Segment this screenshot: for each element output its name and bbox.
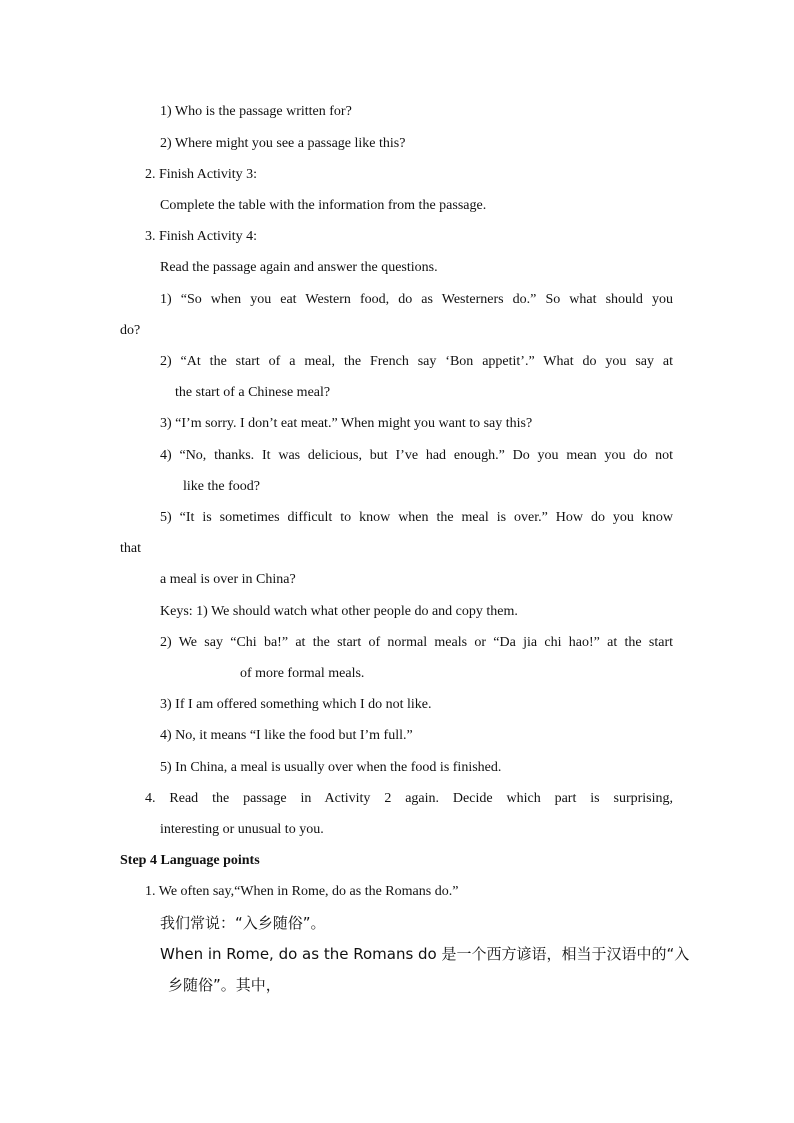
language-point-1: 1. We often say,“When in Rome, do as the Romans do.” xyxy=(145,884,459,899)
answer-key-4: 4) No, it means “I like the food but I’m full.” xyxy=(160,728,413,743)
question-5-wrap: that xyxy=(120,541,141,556)
question-1-western-food: 1) “So when you eat Western food, do as Westerners do.” So what should you xyxy=(160,292,673,307)
question-4-no-thanks: 4) “No, thanks. It was delicious, but I’ve had enough.” Do you mean you do not xyxy=(160,448,673,463)
question-1-wrap: do? xyxy=(120,323,141,338)
question-2-bon-appetit: 2) “At the start of a meal, the French say ‘Bon appetit’.” What do you say at xyxy=(160,354,673,369)
question-3-no-meat: 3) “I’m sorry. I don’t eat meat.” When might you want to say this? xyxy=(160,416,533,431)
answer-key-3: 3) If I am offered something which I do not like. xyxy=(160,697,432,712)
chinese-translation: 我们常说：“入乡随俗”。 xyxy=(160,914,326,932)
question-5-meal-over: 5) “It is sometimes difficult to know when the meal is over.” How do you know xyxy=(160,510,673,525)
section-heading-language-points: Step 4 Language points xyxy=(120,853,260,868)
question-who-written-for: 1) Who is the passage written for? xyxy=(160,104,352,119)
proverb-explanation: When in Rome, do as the Romans do 是一个西方谚语，相当于汉语中的“入 xyxy=(160,945,690,963)
answer-key-1: Keys: 1) We should watch what other people do and copy them. xyxy=(160,604,518,619)
instruction-complete-table: Complete the table with the information from the passage. xyxy=(160,198,487,213)
question-5-continued: a meal is over in China? xyxy=(160,572,296,587)
answer-key-2: 2) We say “Chi ba!” at the start of normal meals or “Da jia chi hao!” at the start xyxy=(160,635,673,650)
task-finish-activity-4: 3. Finish Activity 4: xyxy=(145,229,258,244)
answer-key-5: 5) In China, a meal is usually over when the food is finished. xyxy=(160,760,502,775)
task-4-read-activity-2: 4. Read the passage in Activity 2 again. Decide which part is surprising, xyxy=(145,791,673,806)
proverb-explanation-wrap: 乡随俗”。其中， xyxy=(168,976,281,994)
task-4-wrap: interesting or unusual to you. xyxy=(160,822,324,837)
answer-key-2-wrap: of more formal meals. xyxy=(240,666,365,681)
question-4-wrap: like the food? xyxy=(183,479,260,494)
task-finish-activity-3: 2. Finish Activity 3: xyxy=(145,167,258,182)
question-2-wrap: the start of a Chinese meal? xyxy=(175,385,331,400)
instruction-read-again: Read the passage again and answer the questions. xyxy=(160,260,438,275)
question-where-see-passage: 2) Where might you see a passage like this? xyxy=(160,136,406,151)
